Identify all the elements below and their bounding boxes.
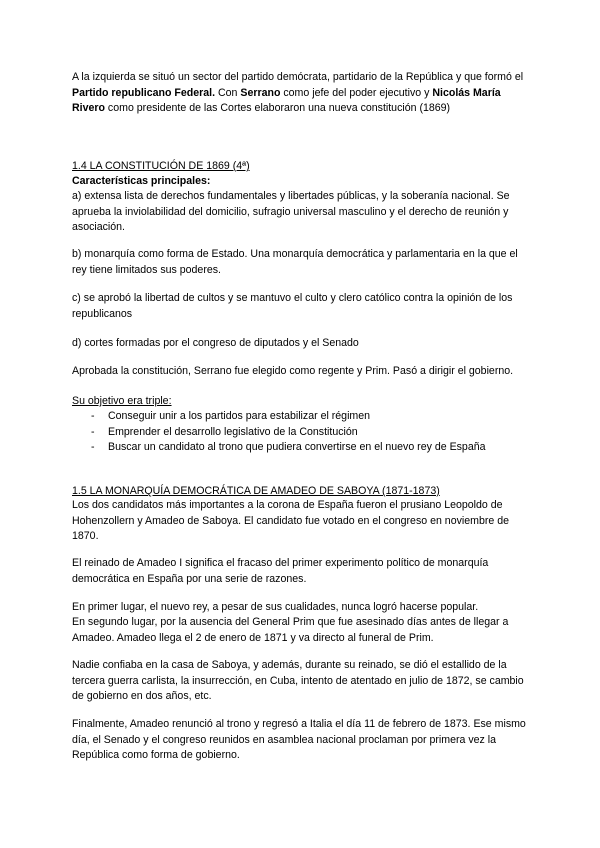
dash-marker: - bbox=[91, 441, 95, 453]
amadeo-paragraph-4: Nadie confiaba en la casa de Saboya, y además, durante su reinado, se dió el estallido de la tercera guerra carlista, la insurrección, en Cuba, intento de atentado en julio de 1872, se cambio de gobierno en dos años, etc. bbox=[72, 659, 524, 702]
objective-label: Su objetivo era triple: bbox=[72, 395, 172, 407]
item-b: b) monarquía como forma de Estado. Una monarquía democrática y parlamentaria en la que el rey tiene limitados sus poderes. bbox=[72, 248, 518, 276]
intro-paragraph bbox=[72, 70, 532, 117]
section-heading-constitution: 1.4 LA CONSTITUCIÓN DE 1869 (4ª) bbox=[72, 160, 250, 172]
amadeo-paragraph-3a: En primer lugar, el nuevo rey, a pesar de sus cualidades, nunca logró hacerse popular. bbox=[72, 601, 479, 613]
list-item bbox=[72, 425, 542, 441]
objective-3: Buscar un candidato al trono que pudiera convertirse en el nuevo rey de España bbox=[108, 441, 486, 453]
intro-text-2: Con bbox=[215, 86, 241, 99]
objective-1: Conseguir unir a los partidos para estabilizar el régimen bbox=[108, 410, 371, 422]
amadeo-paragraph-2: El reinado de Amadeo I significa el fracaso del primer experimento político de monarquía democrática en España por una serie de razones. bbox=[72, 557, 489, 585]
list-item bbox=[72, 440, 542, 456]
dash-marker: - bbox=[91, 410, 95, 422]
item-c: c) se aprobó la libertad de cultos y se mantuvo el culto y clero católico contra la opinión de los republicanos bbox=[72, 292, 513, 320]
dash-marker: - bbox=[91, 425, 95, 438]
list-item bbox=[72, 409, 542, 425]
intro-text-4: como presidente de las Cortes elaboraron una nueva constitución (1869) bbox=[104, 102, 451, 114]
intro-text-1: A la izquierda se situó un sector del partido demócrata, partidario de la República y que formó el bbox=[72, 71, 524, 83]
section-heading-amadeo: 1.5 LA MONARQUÍA DEMOCRÁTICA DE AMADEO DE SABOYA (1871-1873) bbox=[72, 485, 440, 497]
serrano-name: Serrano bbox=[240, 86, 281, 99]
objective-2: Emprender el desarrollo legislativo de la Constitución bbox=[108, 425, 358, 438]
item-d: d) cortes formadas por el congreso de diputados y el Senado bbox=[72, 337, 359, 349]
rivero-name: Nicolás María Rivero bbox=[72, 86, 501, 114]
approval-paragraph: Aprobada la constitución, Serrano fue elegido como regente y Prim. Pasó a dirigir el gobierno. bbox=[72, 365, 514, 377]
amadeo-paragraph-5: Finalmente, Amadeo renunció al trono y regresó a Italia el día 11 de febrero de 1873. Ese mismo día, el Senado y el congreso reunidos en asamblea nacional proclaman por primera vez la República como forma de gobierno. bbox=[72, 718, 526, 761]
party-name: Partido republicano Federal. bbox=[72, 86, 216, 99]
subheading-characteristics: Características principales: bbox=[72, 175, 211, 187]
amadeo-paragraph-3b: En segundo lugar, por la ausencia del General Prim que fue asesinado días antes de llegar a Amadeo. Amadeo llega el 2 de enero de 1871 y va directo al funeral de Prim. bbox=[72, 616, 509, 644]
item-a: a) extensa lista de derechos fundamentales y libertades públicas, y la soberanía nacional. Se aprueba la inviolabilidad del domicilio, sufragio universal masculino y el derecho de reunión y asociación. bbox=[72, 190, 510, 233]
amadeo-paragraph-1: Los dos candidatos más importantes a la corona de España fueron el prusiano Leopoldo de Hohenzollern y Amadeo de Saboya. El candidato fue votado en el congreso en noviembre de 1870. bbox=[72, 499, 509, 542]
objectives-list bbox=[72, 409, 542, 456]
intro-text-3: como jefe del poder ejecutivo y bbox=[280, 86, 433, 99]
